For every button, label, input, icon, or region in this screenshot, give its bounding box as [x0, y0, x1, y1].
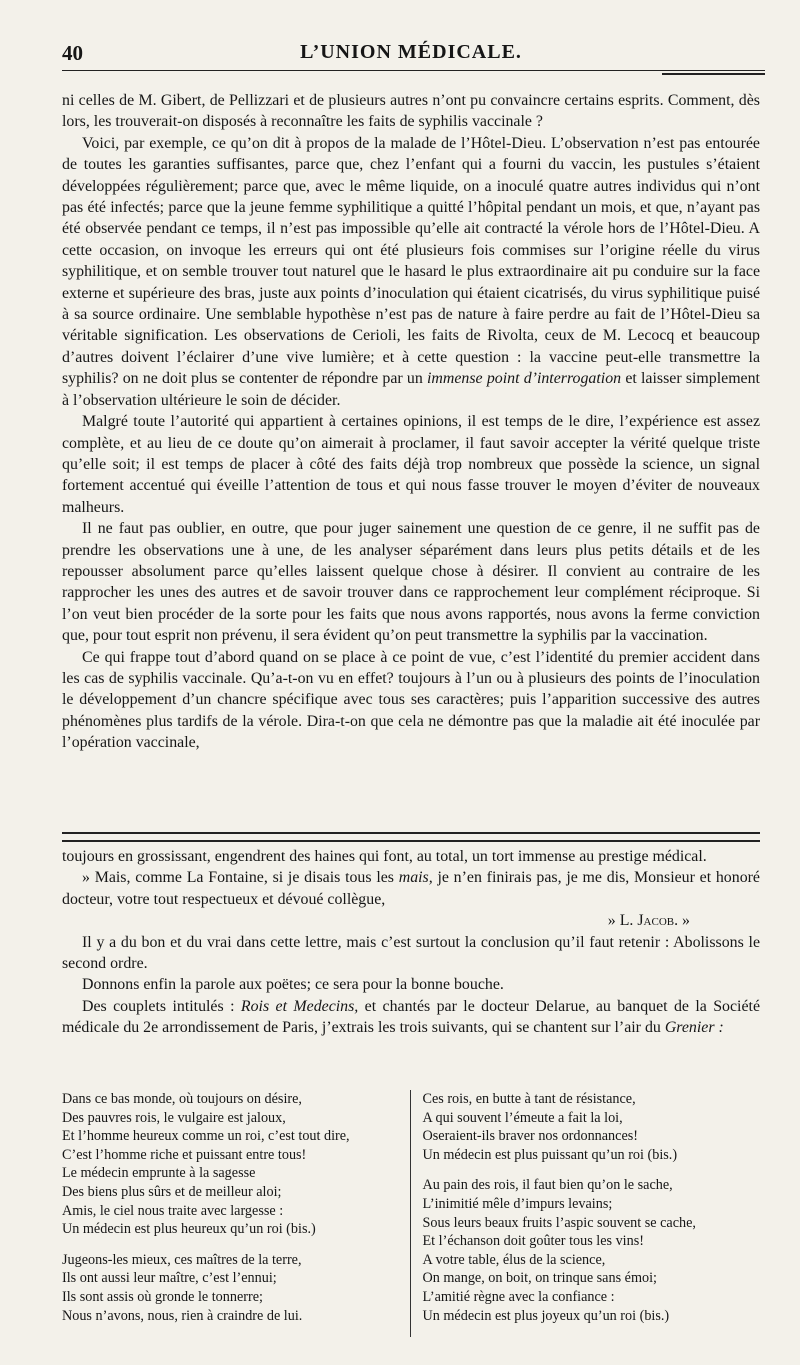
- paragraph: Des couplets intitulés : Rois et Medecins, et chantés par le docteur Delarue, au banquet de la Société médicale du 2e arrondissement de Paris, j’extrais les trois suivants, qui se chantent sur l’air du Grenier :: [62, 997, 760, 1037]
- feuilleton-body: [62, 846, 760, 1039]
- verse-line: Ils ont aussi leur maître, c’est l’ennui;: [62, 1270, 277, 1287]
- verse-line: A votre table, élus de la science,: [422, 1251, 606, 1268]
- verse-line: Jugeons-les mieux, ces maîtres de la terre,: [62, 1251, 302, 1268]
- verse-line: Sous leurs beaux fruits l’aspic souvent se cache,: [422, 1214, 696, 1231]
- stanza: [423, 1090, 761, 1164]
- song-right-column: [410, 1090, 761, 1337]
- paragraph: Ce qui frappe tout d’abord quand on se place à ce point de vue, c’est l’identité du premier accident dans les cas de syphilis vaccinale. Qu’a-t-on vu en effet? toujours à l’un ou à plusieurs des points de l’inoculation le développement d’un chancre spécifique avec tous ses caractères; puis l’apparition successive des autres phénomènes plus tardifs de la vérole. Dira-t-on que cela ne démontre pas que la maladie ait été inoculée par l’opération vaccinale,: [62, 648, 760, 752]
- article-body: [62, 90, 760, 754]
- verse-line: Ces rois, en butte à tant de résistance,: [422, 1091, 636, 1107]
- paragraph: Malgré toute l’autorité qui appartient à certaines opinions, il est temps de le dire, l’expérience est assez complète, et au lieu de ce doute qu’on aimerait à proclamer, il faut savoir accepter la vérité quelque triste qu’elle soit; il est temps de placer à côté des faits déjà trop nombreux que possède la science, un signal fortement accentué qui éveille l’attention de tous et qui nous fasse trouver le moyen d’éviter de nouveaux malheurs.: [62, 413, 760, 516]
- verse-line: Un médecin est plus joyeux qu’un roi (bis.): [422, 1307, 670, 1324]
- stanza: [423, 1176, 761, 1325]
- header-rule: [62, 70, 765, 71]
- page-number: 40: [62, 41, 83, 65]
- verse-line: Un médecin est plus puissant qu’un roi (bis.): [422, 1146, 678, 1163]
- verse-line: Au pain des rois, il faut bien qu’on le sache,: [422, 1177, 673, 1194]
- stanza: [62, 1251, 400, 1325]
- song-left-column: [62, 1090, 410, 1337]
- italic-phrase: immense point d’interrogation: [427, 370, 622, 388]
- verse-line: Et l’échanson doit goûter tous les vins!: [422, 1233, 644, 1250]
- section-separator: [62, 832, 760, 842]
- paragraph: Voici, par exemple, ce qu’on dit à propos de la malade de l’Hôtel-Dieu. L’observation n’est pas entourée de toutes les garanties suffisantes, parce que, chez l’enfant qui a fourni du vaccin, les pustules s’étaient développées régulièrement; parce que, avec le même liquide, on a inoculé quatre autres individus qui n’ont pas été infectés; parce que la jeune femme syphilitique a quitté l’hôpital pendant un mois, et que, n’ayant pas été observée pendant ce temps, il n’est pas impossible qu’elle ait contracté la vérole hors de l’Hôtel-Dieu. A cette occasion, on invoque les erreurs qui ont été plusieurs fois commises sur l’origine réelle du virus syphilitique, et on semble trouver tout naturel que le hasard le plus extraordinaire ait pu conduire sur la face externe et supérieure des bras, juste aux points d’inoculation qui étaient cicatrisés, du virus syphilitique puisé à sa source ordinaire. Une semblable hypothèse n’est pas de nature à faire perdre au fait de l’Hôtel-Dieu sa véritable signification. Les observations de Cerioli, les faits de Rivolta, ceux de M. Lecocq et beaucoup d’autres doivent l’éclairer d’une vive lumière; et à cette question : la vaccine peut-elle transmettre la syphilis? on ne doit plus se contenter de répondre par un immense point d’interrogation et laisser simplement à l’observation ultérieure le soin de décider.: [62, 134, 760, 409]
- paragraph: ni celles de M. Gibert, de Pellizzari et de plusieurs autres n’ont pu convaincre certains esprits. Comment, dès lors, les trouverait-on disposés à reconnaître les faits de syphilis vaccinale ?: [62, 92, 760, 131]
- verse-line: Le médecin emprunte à la sagesse: [62, 1165, 256, 1182]
- paragraph: toujours en grossissant, engendrent des haines qui font, au total, un tort immense au prestige médical.: [62, 848, 707, 865]
- verse-line: Et l’homme heureux comme un roi, c’est tout dire,: [62, 1128, 350, 1145]
- verse-line: C’est l’homme riche et puissant entre tous!: [62, 1146, 307, 1163]
- verse-line: Amis, le ciel nous traite avec largesse :: [62, 1202, 284, 1219]
- verse-line: Oseraient-ils braver nos ordonnances!: [422, 1128, 638, 1145]
- verse-line: L’inimitié mêle d’impurs levains;: [422, 1195, 613, 1212]
- verse-line: Des pauvres rois, le vulgaire est jaloux,: [62, 1109, 286, 1126]
- paragraph: Il y a du bon et du vrai dans cette lettre, mais c’est surtout la conclusion qu’il faut retenir : Abolissons le second ordre.: [62, 933, 760, 973]
- journal-title: L’UNION MÉDICALE.: [300, 41, 522, 63]
- verse-line: On mange, on boit, on trinque sans émoi;: [422, 1270, 657, 1287]
- header-rule-thick: [662, 73, 765, 75]
- stanza: [62, 1090, 400, 1239]
- paragraph: Il ne faut pas oublier, en outre, que pour juger sainement une question de ce genre, il ne suffit pas de prendre les observations une à une, de les analyser séparément dans leurs plus petits détails et de les repousser absolument parce qu’elles laissent quelque chose à désirer. Il convient au contraire de les rapprocher les unes des autres et de savoir trouver dans ce rapprochement leur complément réciproque. Si l’on veut bien procéder de la sorte pour les faits que nous avons rapportés, nous avons la ferme conviction que, pour tout esprit non prévenu, il sera évident qu’on peut transmettre la syphilis par la vaccination.: [62, 520, 760, 645]
- paragraph: Donnons enfin la parole aux poëtes; ce sera pour la bonne bouche.: [82, 976, 504, 994]
- paragraph: » Mais, comme La Fontaine, si je disais tous les mais, je n’en finirais pas, je me dis, Monsieur et honoré docteur, votre tout respectueux et dévoué collègue,: [62, 869, 760, 908]
- verse-line: Un médecin est plus heureux qu’un roi (bis.): [62, 1221, 316, 1238]
- verse-line: Des biens plus sûrs et de meilleur aloi;: [62, 1183, 282, 1200]
- verse-line: A qui souvent l’émeute a fait la loi,: [422, 1109, 623, 1126]
- verse-line: L’amitié règne avec la confiance :: [422, 1288, 615, 1305]
- verse-line: Nous n’avons, nous, rien à craindre de lui.: [62, 1307, 303, 1324]
- signature: » L. Jacob. »: [607, 912, 690, 930]
- song-verses: [62, 1090, 760, 1337]
- verse-line: Ils sont assis où gronde le tonnerre;: [62, 1288, 263, 1305]
- page-header: [62, 0, 760, 66]
- verse-line: Dans ce bas monde, où toujours on désire,: [62, 1091, 302, 1107]
